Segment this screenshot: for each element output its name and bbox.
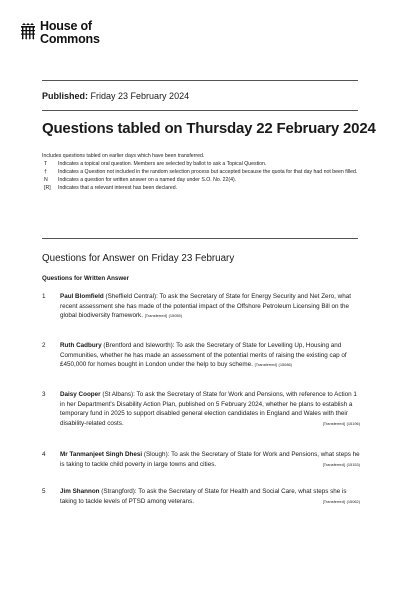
question-text: To ask the Secretary of State for Levelling Up, Housing and Communities, whether he has made an assessment of the potential merits of raising the existing cap of £450,000 for homes bought in London under the help to buy scheme. [60, 342, 347, 368]
question-text: To ask the Secretary of State for Work and Pensions, what steps he is taking to tackle child poverty in large towns and cities. [60, 451, 360, 468]
transferred-tag: [Transferred] [322, 420, 345, 426]
logo-line-2: Commons [40, 31, 100, 46]
question-item [42, 341, 360, 381]
logo-wordmark [40, 20, 100, 45]
subsection-title: Questions for Written Answer [42, 275, 129, 282]
section-divider [42, 238, 358, 239]
question-number: 2 [42, 342, 46, 349]
transferred-tag: [Transferred] [254, 362, 277, 367]
top-divider [42, 80, 358, 81]
constituency: (Brentford and Isleworth): [103, 342, 175, 349]
question-ref: (15062) [346, 498, 360, 504]
header-divider [42, 110, 358, 111]
legend-symbol: N [44, 177, 48, 183]
constituency: (Slough): [143, 451, 170, 458]
published-line [42, 91, 189, 101]
portcullis-icon [20, 22, 36, 40]
question-body [60, 292, 360, 321]
question-ref: (15153) [346, 461, 360, 467]
legend-row [42, 160, 362, 168]
question-number: 1 [42, 293, 46, 300]
question-ref: (15086) [278, 362, 292, 367]
legend-symbol: T [44, 161, 48, 167]
question-number: 3 [42, 391, 46, 398]
member-name: Paul Blomfield [60, 293, 104, 300]
question-ref: (15196) [346, 420, 360, 426]
legend-text: Indicates a topical oral question. Members are selected by ballot to ask a Topical Question. [58, 161, 267, 167]
question-ref: (15055) [168, 313, 183, 318]
section-title: Questions for Answer on Friday 23 February [42, 253, 235, 264]
constituency: (Strangford): [101, 488, 137, 495]
published-label: Published: [42, 91, 89, 101]
transferred-tag: [Transferred] [322, 498, 345, 504]
page-title: Questions tabled on Thursday 22 February 2024 [42, 120, 376, 137]
constituency: (Sheffield Central): [105, 293, 158, 300]
member-name: Mr Tanmanjeet Singh Dhesi [60, 451, 143, 458]
member-name: Jim Shannon [60, 488, 100, 495]
member-name: Ruth Cadbury [60, 342, 102, 349]
intro-text: Includes questions tabled on earlier days which have been transferred. [42, 153, 205, 159]
member-name: Daisy Cooper [60, 391, 101, 398]
question-item [42, 292, 360, 332]
question-item [42, 390, 360, 440]
legend-text: Indicates that a relevant interest has been declared. [58, 185, 178, 191]
question-text: To ask the Secretary of State for Health and Social Care, what steps she is taking to tackle levels of PTSD among veterans. [60, 488, 347, 505]
house-of-commons-logo [20, 20, 100, 45]
question-item [42, 450, 360, 480]
legend-symbol: [R] [44, 185, 51, 191]
question-item [42, 487, 360, 517]
transferred-tag: [Transferred] [322, 461, 345, 467]
legend-row [42, 168, 362, 176]
legend-row [42, 176, 362, 184]
question-text: To ask the Secretary of State for Work and Pensions, with reference to Action 1 in her Department's Disability Action Plan, published on 5 February 2024, whether he plans to establish a temporary fund in 2025 to support disabled general election candidates in England and Wales with their disability-related costs. [60, 391, 357, 427]
question-body [60, 487, 360, 506]
question-text: To ask the Secretary of State for Energy Security and Net Zero, what recent assessment she has made of the potential impact of the Offshore Petroleum Licensing Bill on the global biodiversity framework. [60, 293, 351, 319]
question-number: 5 [42, 488, 46, 495]
legend-symbol: † [44, 169, 47, 175]
question-body [60, 390, 360, 428]
logo-line-1: House of [40, 19, 92, 33]
question-number: 4 [42, 451, 46, 458]
constituency: (St Albans): [102, 391, 135, 398]
intro-block [42, 152, 362, 192]
published-date: Friday 23 February 2024 [90, 91, 190, 101]
legend-text: Indicates a question for written answer on a named day under S.O. No. 22(4). [58, 177, 237, 183]
legend-text: Indicates a Question not included in the random selection process but accepted because the quota for that day had not been filled. [58, 169, 358, 175]
legend-row [42, 184, 362, 192]
question-body [60, 341, 360, 370]
question-body [60, 450, 360, 469]
transferred-tag: [Transferred] [144, 313, 167, 318]
